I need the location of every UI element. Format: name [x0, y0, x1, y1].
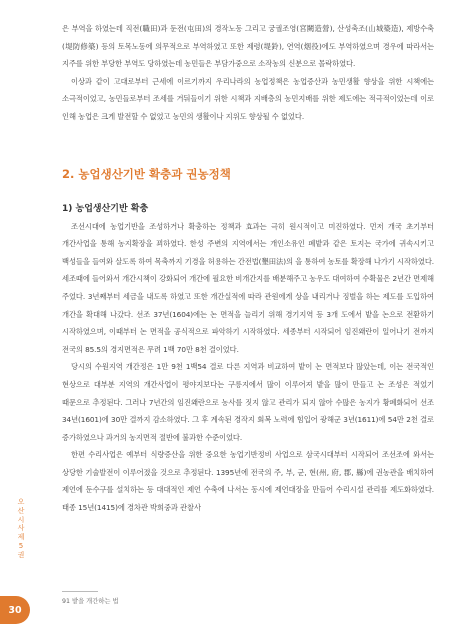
- body-paragraph-2: 이상과 같이 고대로부터 근세에 이르기까지 우리나라의 농업정책은 농업증산과 농민생활 향상을 위한 시책에는 소극적이었고, 농민들로부터 조세를 거둬들이기 위한 시책과 지배층의 농민지배를 위한 제도에는 적극적이었는데 이로 인해 농업은 크게 발전할 수 없었고 농민의 생활이나 지위도 향상될 수 없었다.: [62, 76, 434, 121]
- main-content: [62, 20, 434, 517]
- section-paragraph-3: 한편 수리사업은 예부터 식량증산을 위한 중요한 농업기반정비 사업으로 삼국시대부터 시작되어 조선조에 와서는 상당한 기술발전이 이루어졌을 것으로 추정된다. 1395년에 전국의 주, 부, 군, 현(州, 府, 郡, 縣)에 권농관을 배치하여 제언에 둔수구를 설치하는 등 대대적인 제언 수축에 나서는 동시에 제언대장을 만들어 수리시설 관리를 제도화하였다. 태종 15년(1415)에 경차관 박희중과 관찰사: [62, 450, 434, 513]
- book-title-vertical: 오산시사 제5권: [17, 498, 25, 559]
- page-number: 30: [0, 596, 30, 624]
- footnote: 91 밭을 개간하는 법: [62, 598, 119, 605]
- section-paragraph-1: 조선시대에 농업기반을 조성하거나 확충하는 정책과 효과는 극히 원시적이고 미진하였다. 먼저 개국 초기부터 개간사업을 통해 농지확장을 꾀하였다. 한성 주변의 지역에서는 개인소유인 폐밭과 같은 토지는 국가에 귀속시키고 백성들을 들여와 살도록 하여 목축까지 기경을 허용하는 간전법(墾田法)의 을 통하여 농토를 확장해 나가기 시작하였다. 세조때에 들어와서 개간시책이 강화되어 개간에 필요한 비개간지를 배분해주고 농우도 대여하여 수확물은 2년간 면제해 주었다. 3년째부터 세금을 내도록 하였고 또한 개간실적에 따라 관원에게 상을 내리거나 징벌을 하는 제도를 도입하여 개간을 확대해 나갔다. 선조 37년(1604)에는 논 면적을 늘리기 위해 경기지역 등 3개 도에서 밭을 논으로 전환하기 시작하였으며, 이때부터 논 면적을 공식적으로 파악하기 시작하였다. 세종부터 시작되어 임진왜란이 일어나기 전까지 전국의 85.5의 경지면적은 무려 1백 70만 8천 결이었다.: [62, 221, 434, 354]
- body-paragraph-1: 은 부역을 하였는데 직전(職田)과 둔전(屯田)의 경작노동 그리고 궁궐조영(宮闕造營), 산성축조(山城築造), 제방수축(堤防修築) 등의 토목노동에 의무적으로 부역하였고 또한 제령(堤鈴), 연역(烟役)에도 부역하였으며 경우에 따라서는 지주를 위한 부당한 부역도 당하였는데 농민들은 부담가중으로 소작농의 신분으로 몰락하였다.: [62, 24, 434, 69]
- section-title: 2. 농업생산기반 확충과 권농정책: [62, 166, 231, 181]
- footnote-divider: [62, 591, 98, 592]
- section-paragraph-2: 당시의 수원지역 개간정은 1만 9천 1백54 결로 다른 지역과 비교하여 밭이 논 면적보다 많았는데, 이는 전국적인 현상으로 대부분 지역의 개간사업이 평야지보다는 구릉지에서 많이 이루어져 밭을 많이 만들고 논 조성은 적었기 때문으로 추정된다. 그러나 7년간의 임진왜란으로 농사를 짓지 않고 관리가 되지 않아 수많은 농지가 황폐화되어 선조 34년(1601)에 30만 결까지 감소하였다. 그 후 계속된 경작지 회복 노력에 힘입어 광해군 3년(1611)에 54만 2천 결로 증가하였으나 과거의 농지면적 절반에 불과한 수준이었다.: [62, 362, 434, 442]
- subsection-title: 1) 농업생산기반 확충: [62, 203, 149, 214]
